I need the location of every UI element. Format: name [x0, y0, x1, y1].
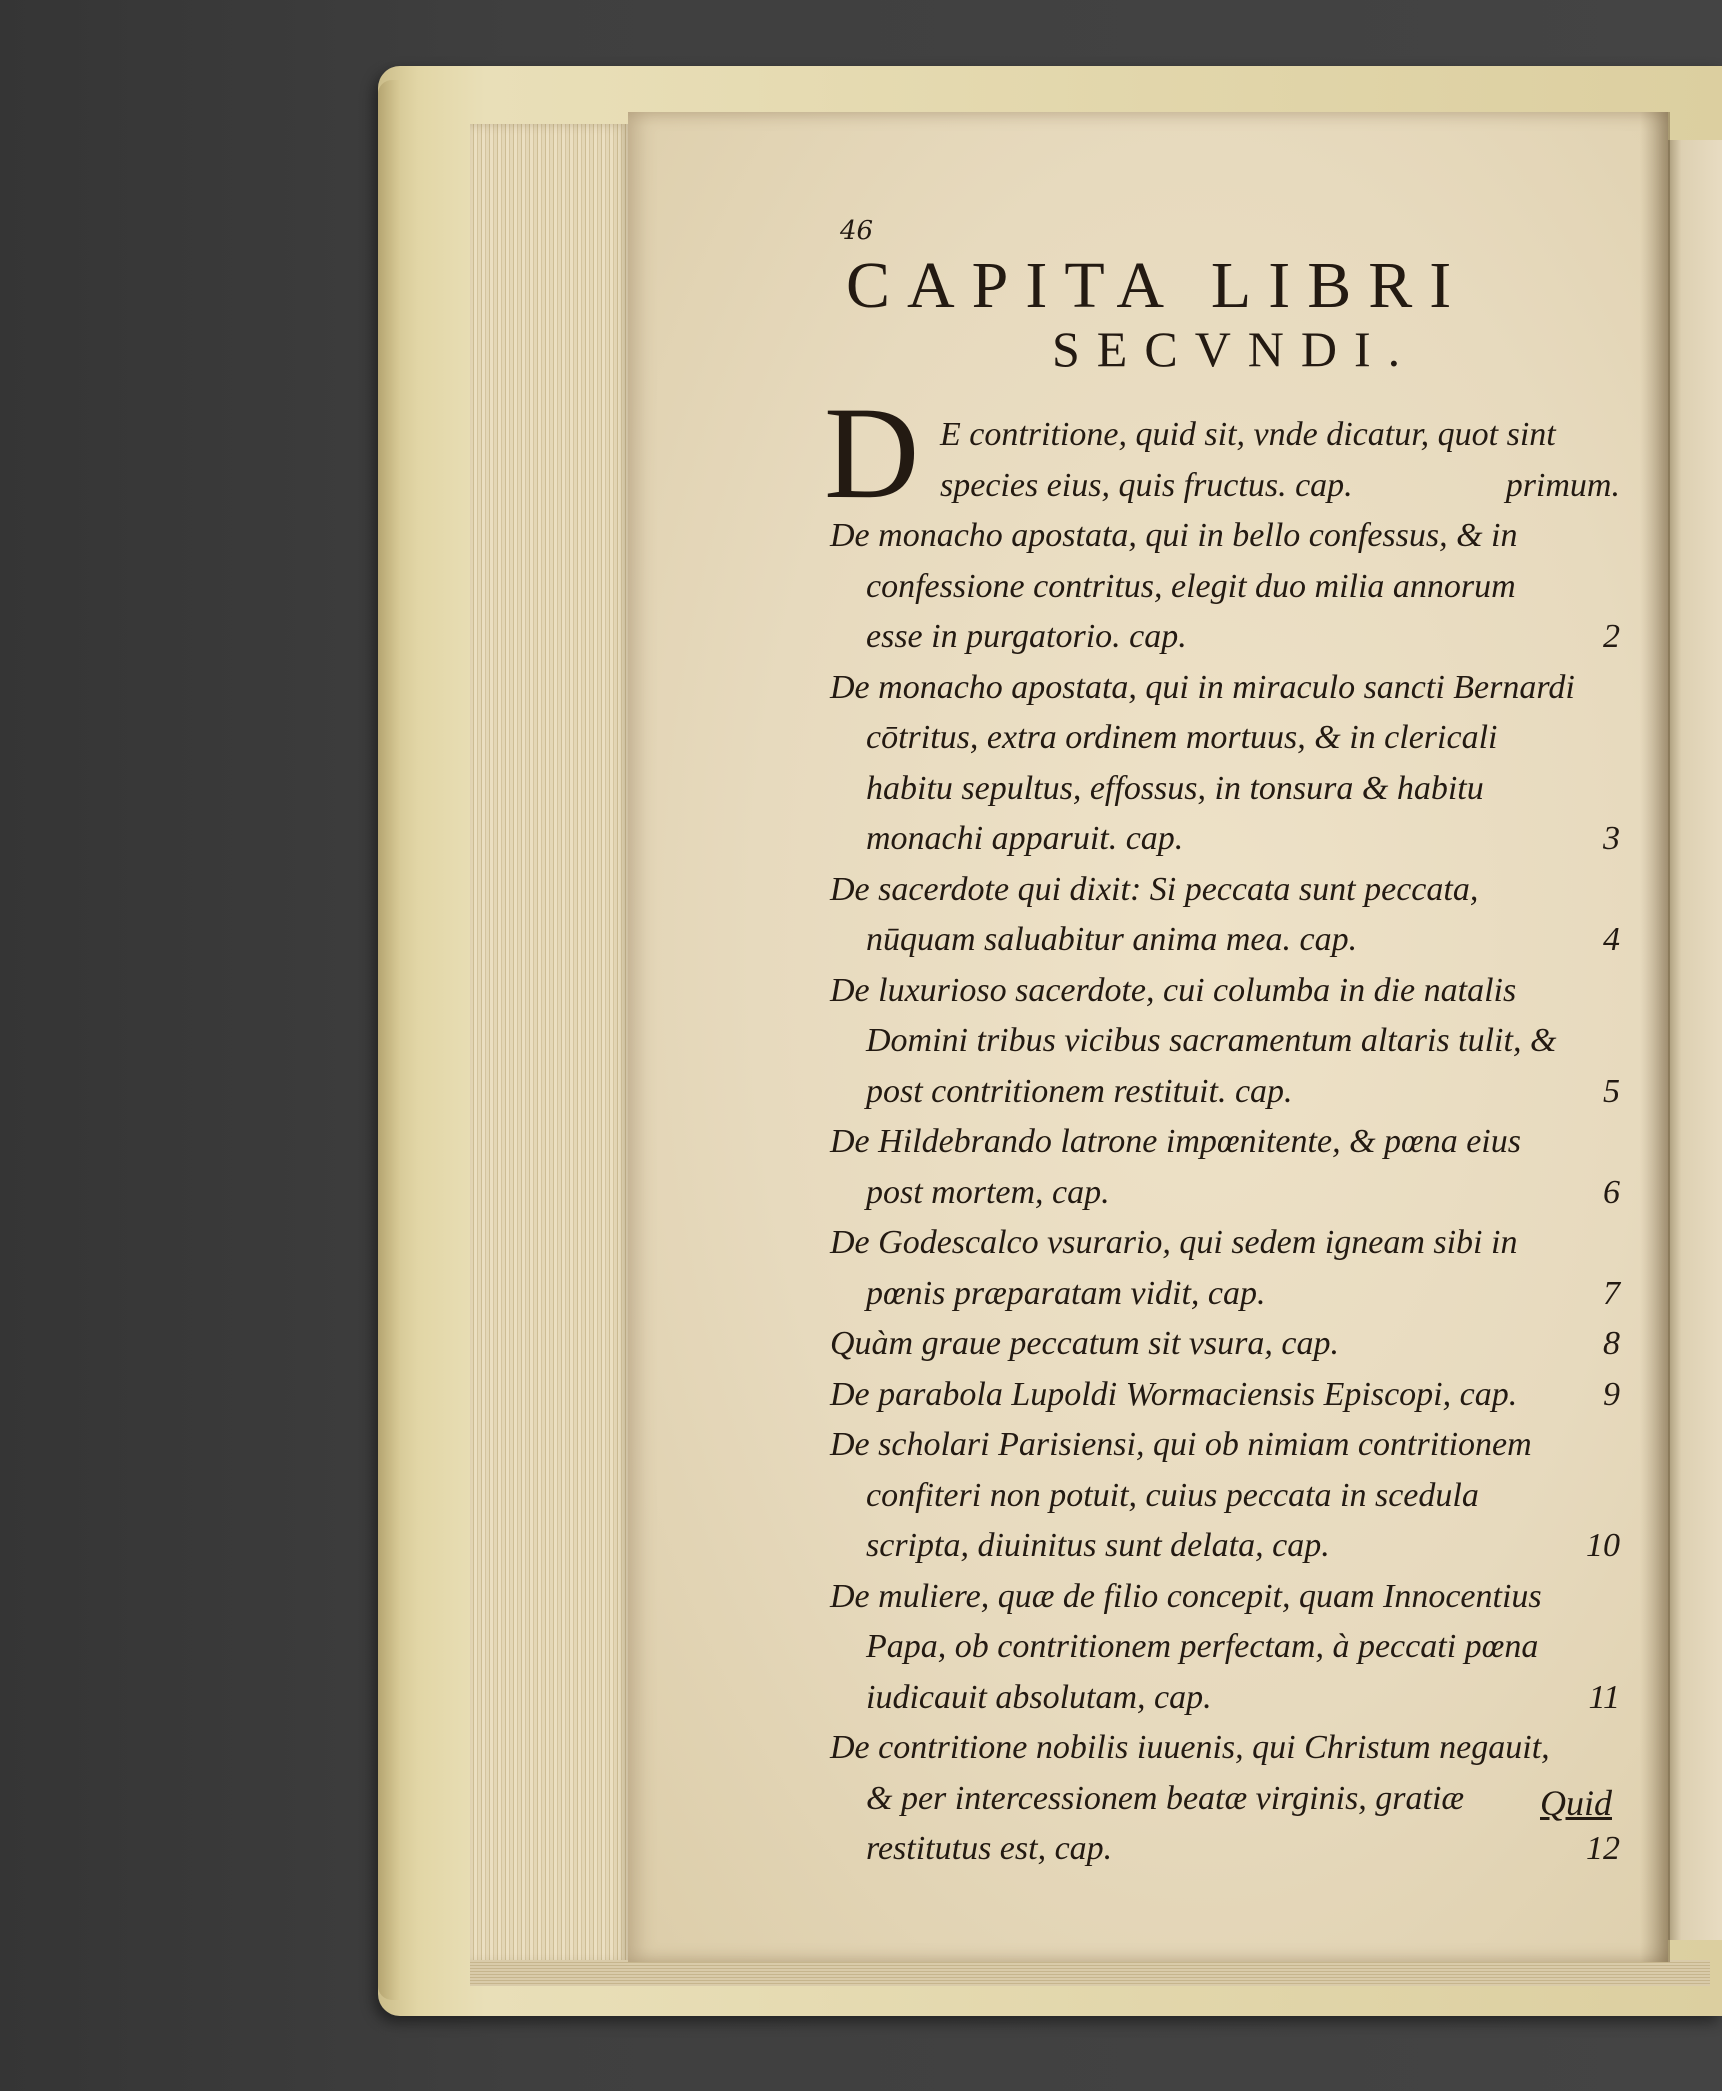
chapter-entry-text: De Hildebrando latrone impœnitente, & pœna eius post mortem, cap.	[830, 1123, 1521, 1211]
chapter-entry	[830, 410, 1620, 511]
chapter-number: 2	[1603, 618, 1620, 655]
chapter-entry	[830, 1218, 1620, 1319]
chapter-entry	[830, 1319, 1620, 1370]
chapter-entry-text: Quàm graue peccatum sit vsura, cap.	[830, 1325, 1339, 1362]
book-spine-edge	[378, 80, 400, 2000]
page-number: 46	[840, 216, 874, 246]
chapter-entry-text: De contritione nobilis iuuenis, qui Christum negauit, & per intercessionem beatæ virginis, gratiæ restitutus est, cap.	[830, 1729, 1550, 1867]
page-edge-bottom	[470, 1960, 1710, 1986]
chapter-number: 4	[1603, 921, 1620, 958]
gutter-shadow	[1640, 112, 1670, 1962]
chapter-entry-text: E contritione, quid sit, vnde dicatur, quot sint species eius, quis fructus. cap.	[940, 416, 1556, 504]
drop-cap-initial: D	[824, 379, 920, 526]
chapter-number: 11	[1588, 1678, 1620, 1716]
catchword: Quid	[1540, 1783, 1612, 1823]
facing-page-edge	[1664, 140, 1722, 1940]
chapter-number: 5	[1603, 1072, 1620, 1110]
chapter-list	[830, 410, 1620, 1875]
chapter-number: primum.	[1505, 466, 1620, 504]
chapter-entry	[830, 1117, 1620, 1218]
chapter-entry-text: De Godescalco vsurario, qui sedem igneam sibi in pœnis præparatam vidit, cap.	[830, 1224, 1518, 1312]
chapter-entry-text: De scholari Parisiensi, qui ob nimiam contritionem confiteri non potuit, cuius peccata in scedula scripta, diuinitus sunt delata, cap.	[830, 1426, 1532, 1564]
chapter-entry	[830, 511, 1620, 663]
chapter-entry-text: De parabola Lupoldi Wormaciensis Episcopi, cap.	[830, 1375, 1518, 1413]
chapter-entry	[830, 663, 1620, 865]
chapter-number: 3	[1603, 820, 1620, 857]
chapter-entry	[830, 1370, 1620, 1421]
chapter-entry	[830, 865, 1620, 966]
chapter-number: 12	[1586, 1830, 1620, 1867]
heading-capita-libri: CAPITA LIBRI	[846, 249, 1469, 322]
heading-secundi: SECVNDI.	[1052, 321, 1418, 377]
chapter-entry-text: De monacho apostata, qui in miraculo sancti Bernardi cōtritus, extra ordinem mortuus, & in clericali habitu sepultus, effossus, in tonsura & habitu monachi apparuit. cap.	[830, 668, 1575, 857]
chapter-entry	[830, 1572, 1620, 1724]
chapter-entry-text: De muliere, quæ de filio concepit, quam Innocentius Papa, ob contritionem perfectam, à peccati pœna iudicauit absolutam, cap.	[830, 1577, 1542, 1716]
chapter-number: 7	[1603, 1274, 1620, 1312]
chapter-number: 6	[1603, 1173, 1620, 1211]
chapter-entry-text: De sacerdote qui dixit: Si peccata sunt peccata, nūquam saluabitur anima mea. cap.	[830, 870, 1479, 958]
chapter-entry	[830, 1723, 1620, 1875]
chapter-entry	[830, 1420, 1620, 1572]
page-edge-stack	[470, 124, 630, 1964]
chapter-entry-text: De monacho apostata, qui in bello confessus, & in confessione contritus, elegit duo milia annorum esse in purgatorio. cap.	[830, 517, 1518, 655]
chapter-number: 10	[1586, 1527, 1620, 1564]
chapter-entry-text: De luxurioso sacerdote, cui columba in die natalis Domini tribus vicibus sacramentum altaris tulit, & post contritionem restituit. cap.	[830, 971, 1557, 1110]
chapter-entry	[830, 966, 1620, 1118]
chapter-number: 8	[1603, 1325, 1620, 1362]
chapter-number: 9	[1603, 1375, 1620, 1413]
